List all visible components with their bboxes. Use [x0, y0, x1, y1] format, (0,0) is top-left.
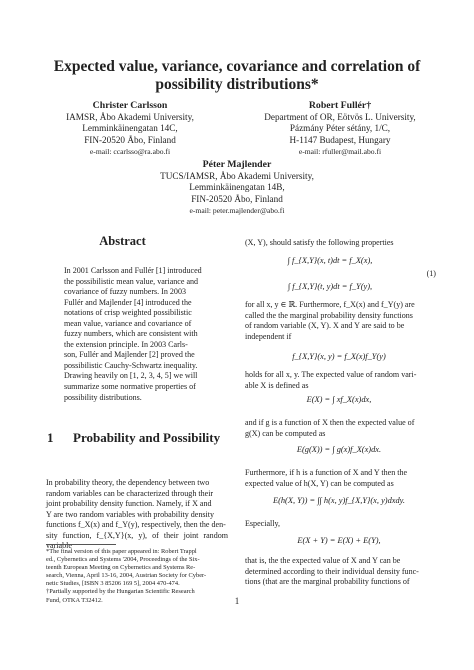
author-block-1 — [40, 100, 220, 158]
equation-marginal-y: ∫ f_{X,Y}(t, y)dt = f_Y(y), — [287, 282, 373, 291]
abstract-line: Fullér and Majlender [4] introduced the — [64, 297, 192, 307]
body-line: random variables can be characterized through their — [46, 488, 214, 498]
footnote-rule — [46, 544, 116, 545]
body-line: functions f_X(x) and f_Y(y), respectively, then the den- — [46, 520, 226, 530]
right-intro: (X, Y), should satisfy the following properties — [245, 238, 394, 247]
paragraph-especially: Especially, — [245, 519, 281, 528]
body-line: called the the marginal probability density functions — [245, 310, 413, 320]
paragraph-function-g — [245, 418, 433, 439]
footnote-line: *The final version of this paper appeared in: Robert Trappl — [46, 548, 197, 555]
abstract-body — [64, 266, 210, 403]
author-name: Christer Carlsson — [92, 100, 168, 111]
abstract-heading: Abstract — [99, 234, 146, 248]
author-email: e-mail: rfuller@mail.abo.fi — [298, 147, 382, 157]
abstract-line: possibilistic Cauchy-Schwartz inequality. — [64, 360, 198, 370]
equation-expected-x: E(X) = ∫ xf_X(x)dx, — [306, 395, 372, 404]
equation-marginal-x: ∫ f_{X,Y}(x, t)dt = f_X(x), — [287, 256, 373, 265]
equation-independence: f_{X,Y}(x, y) = f_X(x)f_Y(y) — [292, 352, 386, 361]
author-block-3 — [137, 159, 337, 217]
abstract-line: son, Fullér and Majlender [2] proved the — [64, 350, 195, 360]
paragraph-expected-value — [245, 370, 433, 391]
abstract-line: notations of crisp weighted possibilistic — [64, 308, 192, 318]
author-email: e-mail: ccarlsso@ra.abo.fi — [89, 147, 171, 157]
body-line: expected value of h(X, Y) can be computed as — [245, 478, 394, 488]
section-title: Probability and Possibility — [73, 430, 221, 445]
equation-expected-h: E(h(X, Y)) = ∫∫ h(x, y)f_{X,Y}(x, y)dxdy. — [272, 496, 406, 505]
abstract-line: fuzzy numbers, which are consistent with — [64, 329, 198, 339]
page-number: 1 — [234, 596, 240, 606]
author-name: Péter Majlender — [202, 159, 272, 170]
equation-sum: E(X + Y) = E(X) + E(Y), — [297, 536, 381, 545]
section-heading — [47, 430, 227, 446]
equation-label: (1) — [426, 269, 436, 278]
abstract-line: the extension principle. In 2003 Carls- — [64, 339, 188, 349]
body-line: of random variable (X, Y). X and Y are said to be — [245, 321, 405, 331]
author-address: Lemminkäinengatan 14C, — [82, 123, 178, 134]
body-line: independent if — [245, 331, 292, 341]
title-line-1: Expected value, variance, covariance and correlation of — [53, 58, 421, 75]
body-line: able X is defined as — [245, 380, 309, 390]
equation-expected-g: E(g(X)) = ∫ g(x)f_X(x)dx. — [296, 445, 382, 454]
body-line: sity function, f_{X,Y}(x, y), of their joint random variable — [46, 530, 228, 551]
author-affiliation: TUCS/IAMSR, Åbo Akademi University, — [160, 170, 314, 181]
author-name: Robert Fullér† — [308, 100, 372, 111]
section-number: 1 — [47, 430, 54, 445]
author-affiliation: IAMSR, Åbo Akademi University, — [66, 111, 194, 122]
footnote-line: search, Vienna, April 13-16, 2004, Austrian Society for Cyber- — [46, 572, 207, 580]
body-line: and if g is a function of X then the expected value of — [245, 418, 415, 427]
author-city: H-1147 Budapest, Hungary — [289, 134, 391, 145]
author-city: FIN-20520 Åbo, Finland — [191, 193, 283, 204]
abstract-line: summarize some normative properties of — [64, 382, 196, 392]
body-line: determined according to their individual density func- — [245, 566, 419, 576]
author-block-2 — [240, 100, 440, 158]
body-line: In probability theory, the dependency between two — [46, 478, 210, 487]
paragraph-function-h — [245, 468, 433, 489]
body-line: for all x, y ∈ ℝ. Furthermore, f_X(x) and f_Y(y) are — [245, 300, 415, 309]
footnote-line: ed., Cybernetics and Systems '2004, Proceedings of the Six- — [46, 556, 200, 564]
paragraph-marginals — [245, 300, 433, 342]
abstract-line: the possibilistic mean value, variance and — [64, 276, 199, 286]
author-address: Lemminkäinengatan 14B, — [189, 182, 285, 193]
abstract-line: possibility distributions. — [64, 392, 142, 402]
body-line: holds for all x, y. The expected value of random vari- — [245, 370, 417, 379]
footnote-line: netic Studies, [ISBN 3 85206 169 5], 2004 470-474. — [46, 580, 180, 588]
section-body — [46, 478, 228, 552]
author-email: e-mail: peter.majlender@abo.fi — [189, 206, 285, 216]
footnotes — [46, 548, 228, 605]
footnote-line: Fund, OTKA T32412. — [46, 596, 103, 604]
abstract-line: In 2001 Carlsson and Fullér [1] introduced — [64, 266, 202, 275]
title-line-2: possibility distributions* — [155, 76, 319, 93]
body-line: Y are two random variables with probability density — [46, 509, 214, 519]
abstract-line: mean value, variance and covariance of — [64, 318, 192, 328]
abstract-line: Drawing heavily on [1, 2, 3, 4, 5] we will — [64, 371, 198, 381]
body-line: that is, the the expected value of X and Y can be — [245, 556, 401, 565]
author-city: FIN-20520 Åbo, Finland — [84, 134, 176, 145]
footnote-line: teenth European Meeting on Cybernetics and Systems Re- — [46, 564, 196, 572]
abstract-line: covariance of fuzzy numbers. In 2003 — [64, 287, 186, 297]
body-line: g(X) can be computed as — [245, 428, 326, 438]
body-line: joint probability density function. Namely, if X and — [46, 499, 212, 509]
footnote-line: †Partially supported by the Hungarian Scientific Research — [46, 588, 195, 596]
paper-title — [30, 58, 444, 94]
body-line: tions (that are the marginal probability functions of — [245, 577, 410, 587]
author-address: Pázmány Péter sétány, 1/C, — [289, 123, 391, 134]
body-line: Furthermore, if h is a function of X and Y then the — [245, 468, 408, 477]
paragraph-conclusion — [245, 556, 433, 588]
author-affiliation: Department of OR, Eötvös L. University, — [264, 111, 416, 122]
